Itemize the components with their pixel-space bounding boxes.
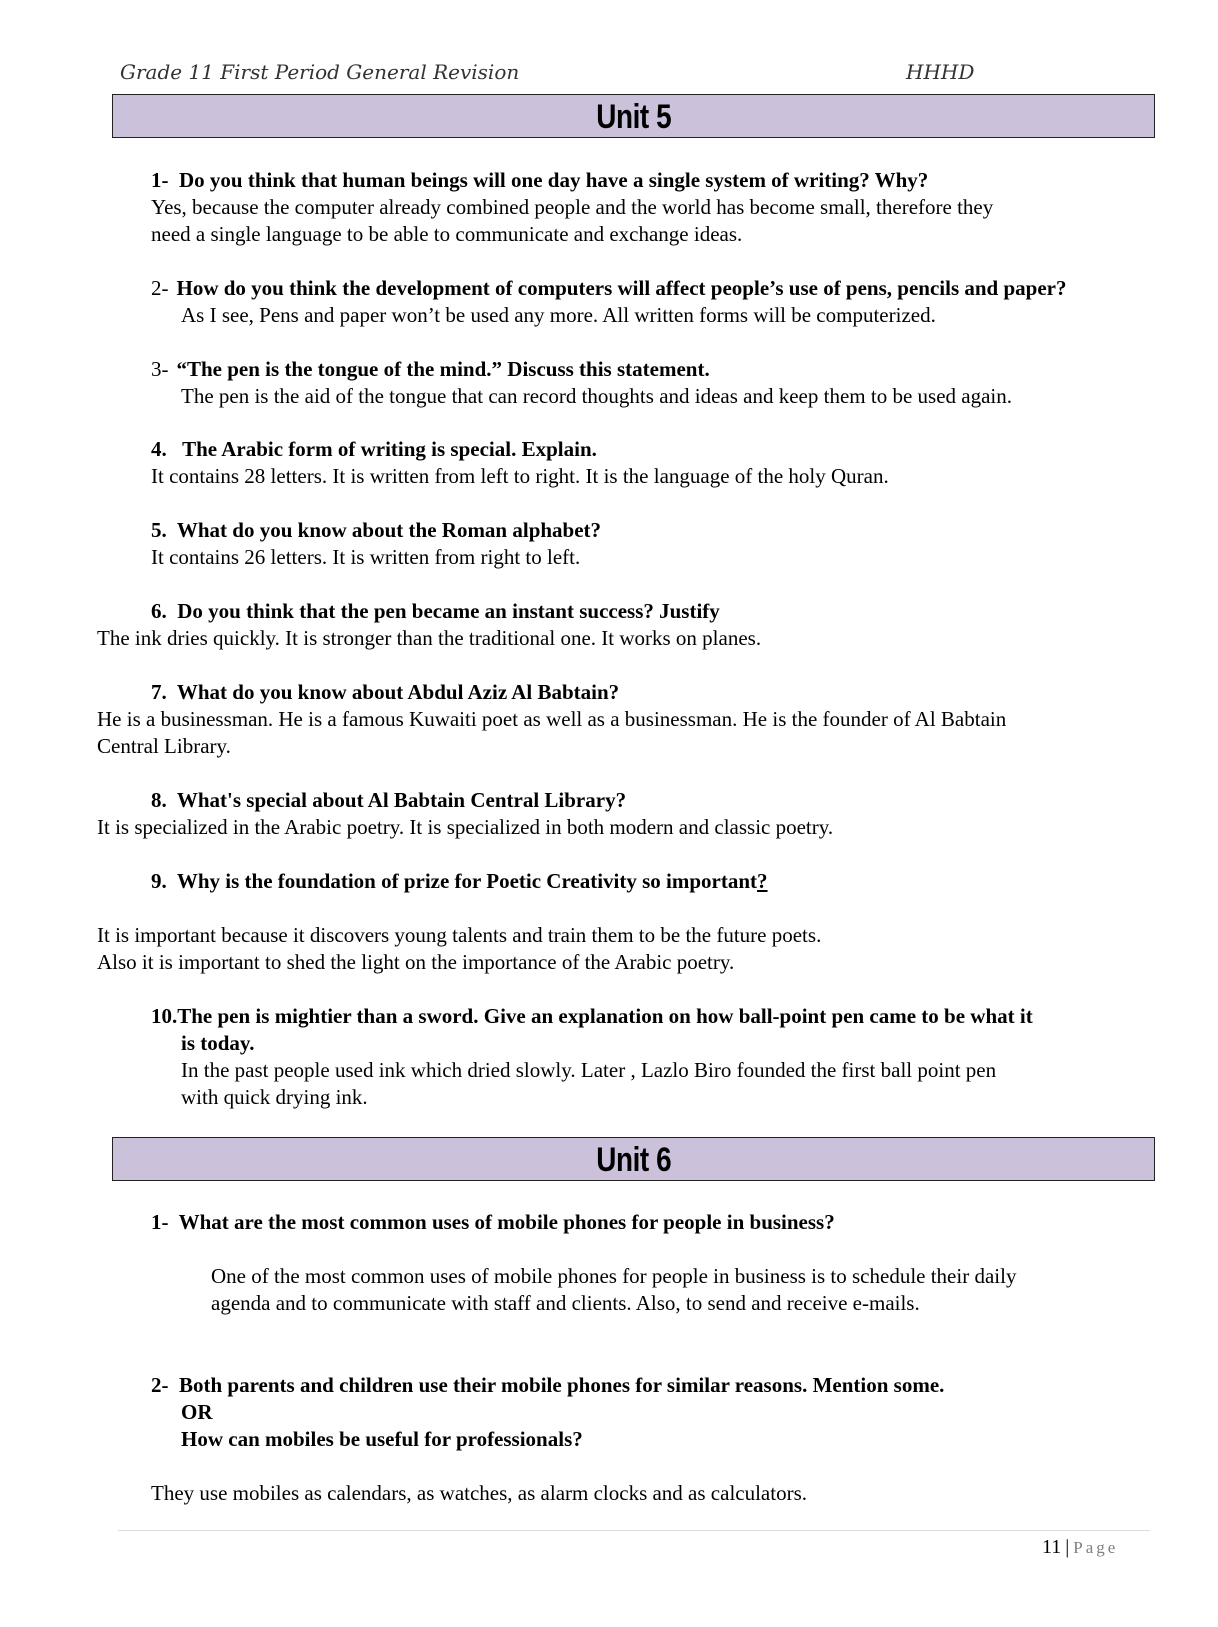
page-separator: |	[1065, 1536, 1070, 1558]
question-number: 8.	[151, 788, 167, 812]
question-number: 1-	[151, 168, 169, 192]
answer-line: Central Library.	[97, 734, 231, 758]
question-number: 2-	[151, 1373, 169, 1397]
page-label: Page	[1073, 1538, 1119, 1557]
question-7	[151, 680, 619, 705]
answer-line: They use mobiles as calendars, as watches, as alarm clocks and as calculators.	[151, 1481, 808, 1505]
question-number: 7.	[151, 680, 167, 704]
question-text: What are the most common uses of mobile phones for people in business?	[178, 1210, 835, 1234]
unit6-question-1	[151, 1210, 835, 1235]
question-or: OR	[181, 1400, 213, 1424]
question-number: 3-	[151, 357, 169, 381]
question-2	[151, 276, 1067, 301]
question-text: Do you think that human beings will one day have a single system of writing? Why?	[179, 168, 929, 192]
question-number: 5.	[151, 518, 167, 542]
answer-line: need a single language to be able to communicate and exchange ideas.	[151, 222, 743, 246]
question-text: Do you think that the pen became an instant success? Justify	[177, 599, 720, 623]
question-text-alt: How can mobiles be useful for professionals?	[181, 1427, 583, 1451]
answer-line: It contains 28 letters. It is written from left to right. It is the language of the holy Quran.	[151, 464, 889, 488]
question-text: What's special about Al Babtain Central Library?	[176, 788, 627, 812]
answer-line: It contains 26 letters. It is written from right to left.	[151, 545, 581, 569]
answer-line: Yes, because the computer already combined people and the world has become small, therefore they	[151, 195, 994, 219]
question-9	[151, 869, 768, 894]
question-text: The pen is mightier than a sword. Give an explanation on how ball-point pen came to be what it	[177, 1004, 1033, 1028]
question-8	[151, 788, 626, 813]
header-title: Grade 11 First Period General Revision	[120, 60, 520, 84]
question-number: 9.	[151, 869, 167, 893]
answer-line: The ink dries quickly. It is stronger than the traditional one. It works on planes.	[97, 626, 762, 650]
question-text: What do you know about Abdul Aziz Al Babtain?	[176, 680, 620, 704]
question-6	[151, 599, 720, 624]
answer-line: with quick drying ink.	[181, 1085, 368, 1109]
answer-line: It is important because it discovers young talents and train them to be the future poets.	[97, 923, 822, 947]
question-number: 6.	[151, 599, 167, 623]
answer-line: He is a businessman. He is a famous Kuwaiti poet as well as a businessman. He is the founder of Al Babtain	[97, 707, 1007, 731]
question-text: The Arabic form of writing is special. Explain.	[182, 437, 597, 461]
footer-divider	[118, 1530, 1150, 1531]
page-number: 11	[1042, 1536, 1062, 1558]
answer-line: It is specialized in the Arabic poetry. It is specialized in both modern and classic poetry.	[97, 815, 834, 839]
answer-line: In the past people used ink which dried slowly. Later , Lazlo Biro founded the first ball point pen	[181, 1058, 997, 1082]
question-number: 2-	[151, 276, 169, 300]
header-tag: HHHD	[906, 60, 975, 84]
question-10	[151, 1004, 1033, 1029]
question-text: How do you think the development of computers will affect people’s use of pens, pencils and paper?	[176, 276, 1067, 300]
question-number: 10.	[151, 1004, 178, 1028]
question-text: Why is the foundation of prize for Poetic Creativity so important	[176, 869, 758, 893]
answer-line: One of the most common uses of mobile phones for people in business is to schedule their daily	[211, 1264, 1017, 1288]
question-text-cont: is today.	[181, 1031, 255, 1055]
answer-line: As I see, Pens and paper won’t be used any more. All written forms will be computerized.	[181, 303, 936, 327]
question-4	[151, 437, 597, 462]
unit-5-banner	[112, 94, 1155, 138]
question-number: 1-	[151, 1210, 169, 1234]
question-text: “The pen is the tongue of the mind.” Discuss this statement.	[176, 357, 710, 381]
question-3	[151, 357, 710, 382]
answer-line: agenda and to communicate with staff and clients. Also, to send and receive e-mails.	[211, 1291, 920, 1315]
question-text: What do you know about the Roman alphabet?	[176, 518, 602, 542]
question-5	[151, 518, 601, 543]
page-footer	[1042, 1536, 1118, 1559]
answer-line: Also it is important to shed the light on the importance of the Arabic poetry.	[97, 950, 735, 974]
answer-line: The pen is the aid of the tongue that can record thoughts and ideas and keep them to be used again.	[181, 384, 1012, 408]
question-number: 4.	[151, 437, 167, 461]
unit6-question-2	[151, 1373, 944, 1398]
unit-5-title: Unit 5	[595, 98, 671, 136]
unit-6-title: Unit 6	[595, 1141, 671, 1179]
question-text: Both parents and children use their mobile phones for similar reasons. Mention some.	[179, 1373, 945, 1397]
question-1	[151, 168, 928, 193]
question-mark: ?	[757, 869, 768, 893]
unit-6-banner	[112, 1137, 1155, 1181]
